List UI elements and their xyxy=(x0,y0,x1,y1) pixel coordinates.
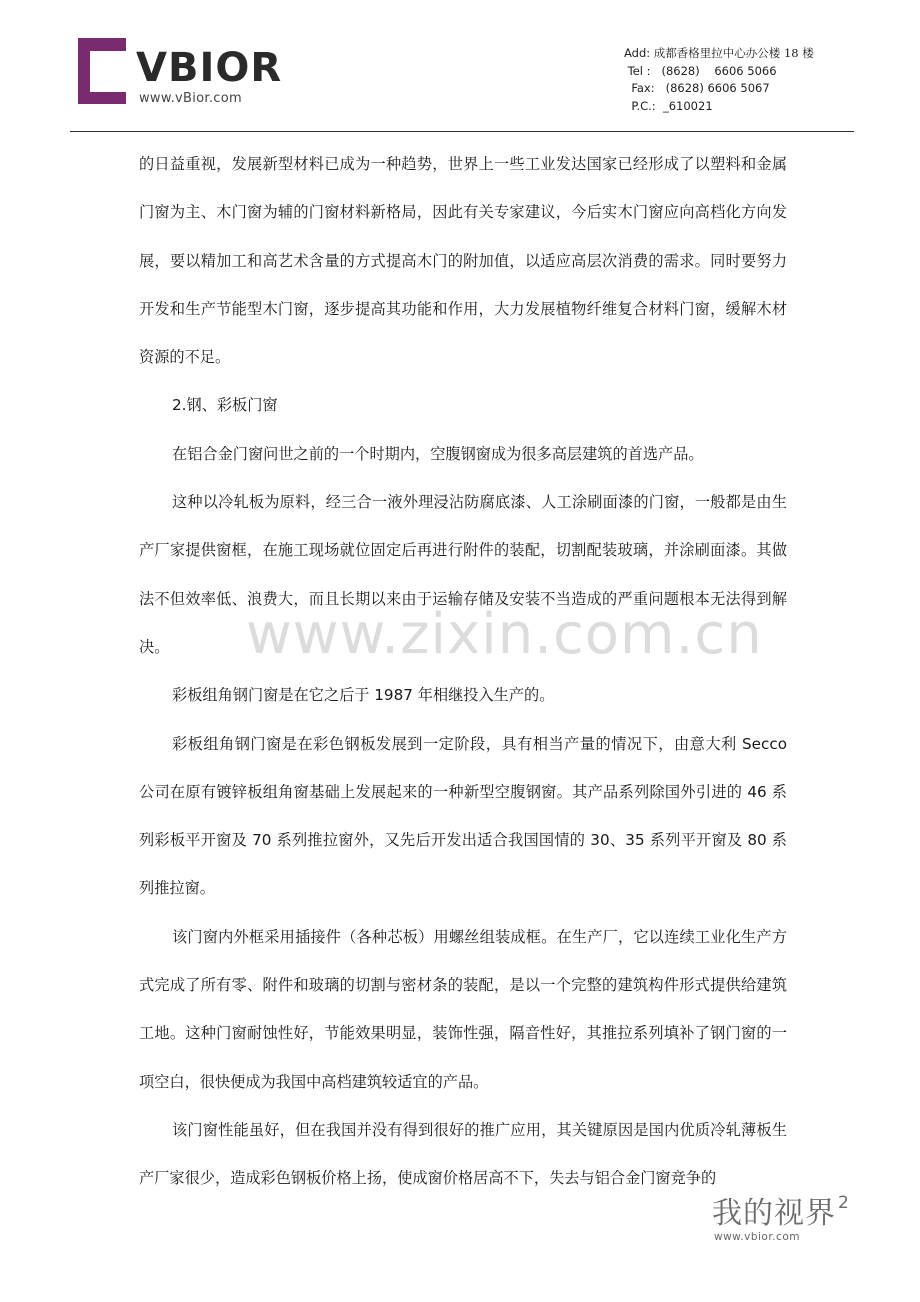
logo-url: www.vBior.com xyxy=(139,91,242,106)
logo-bracket-icon xyxy=(78,38,126,104)
tel-value: (8628) 6606 5066 xyxy=(661,63,777,78)
logo-wordmark: VBIOR xyxy=(136,45,283,91)
paragraph: 的日益重视，发展新型材料已成为一种趋势，世界上一些工业发达国家已经形成了以塑料和金属门窗为主、木门窗为辅的门窗材料新格局，因此有关专家建议，今后实木门窗应向高档化方向发展，要以精加工和高艺术含量的方式提高木门的附加值，以适应高层次消费的需求。同时要努力开发和生产节能型木门窗，逐步提高其功能和作用，大力发展植物纤维复合材料门窗，缓解木材资源的不足。 xyxy=(139,155,787,367)
pc-row xyxy=(624,98,814,116)
section-heading: 2.钢、彩板门窗 xyxy=(172,396,278,415)
paragraph: 该门窗性能虽好，但在我国并没有得到很好的推广应用，其关键原因是国内优质冷轧薄板生产厂家很少，造成彩色钢板价格上扬，使成窗价格居高不下，失去与铝合金门窗竞争的 xyxy=(139,1120,787,1188)
fax-row xyxy=(624,80,814,98)
fax-value: (8628) 6606 5067 xyxy=(665,81,770,95)
header-divider xyxy=(70,131,854,132)
footer-brand xyxy=(712,1188,850,1232)
paragraph: 该门窗内外框采用插接件（各种芯板）用螺丝组装成框。在生产厂，它以连续工业化生产方式完成了所有零、附件和玻璃的切割与密材条的装配，是以一个完整的建筑构件形式提供给建筑工地。这种门窗耐蚀性好，节能效果明显，装饰性强，隔音性好，其推拉系列填补了钢门窗的一项空白，很快便成为我国中高档建筑较适宜的产品。 xyxy=(139,927,787,1091)
tel-label: Tel : xyxy=(627,63,651,78)
fax-label: Fax: xyxy=(631,81,655,95)
address-value: 成都香格里拉中心办公楼 18 楼 xyxy=(653,46,814,60)
tel-row xyxy=(624,63,814,81)
document-body xyxy=(139,140,787,1203)
footer-url: www.vbior.com xyxy=(714,1231,800,1243)
paragraph: 彩板组角钢门窗是在彩色钢板发展到一定阶段，具有相当产量的情况下，由意大利 Secco 公司在原有镀锌板组角窗基础上发展起来的一种新型空腹钢窗。其产品系列除国外引进的 46 系列彩板平开窗及 70 系列推拉窗外，又先后开发出适合我国国情的 30、35 系列平开窗及 80 系列推拉窗。 xyxy=(139,734,787,898)
paragraph: 这种以冷轧板为原料，经三合一液外理浸沾防腐底漆、人工涂刷面漆的门窗，一般都是由生产厂家提供窗框，在施工现场就位固定后再进行附件的装配，切割配装玻璃，并涂刷面漆。其做法不但效率低、浪费大，而且长期以来由于运输存储及安装不当造成的严重问题根本无法得到解决。 xyxy=(139,493,787,656)
contact-block xyxy=(624,45,814,115)
pc-label: P.C.: xyxy=(631,98,656,113)
address-row xyxy=(624,45,814,63)
address-label: Add: xyxy=(624,46,651,60)
watermark: www.zixin.com.cn xyxy=(246,602,763,667)
footer-brand-text: 我的视界 xyxy=(712,1196,836,1231)
pc-value: _610021 xyxy=(662,98,713,113)
vbior-logo xyxy=(78,38,298,113)
paragraph: 彩板组角钢门窗是在它之后于 1987 年相继投入生产的。 xyxy=(172,686,555,705)
paragraph: 在铝合金门窗问世之前的一个时期内，空腹钢窗成为很多高层建筑的首选产品。 xyxy=(172,444,704,463)
footer-brand-superscript: 2 xyxy=(838,1193,850,1213)
